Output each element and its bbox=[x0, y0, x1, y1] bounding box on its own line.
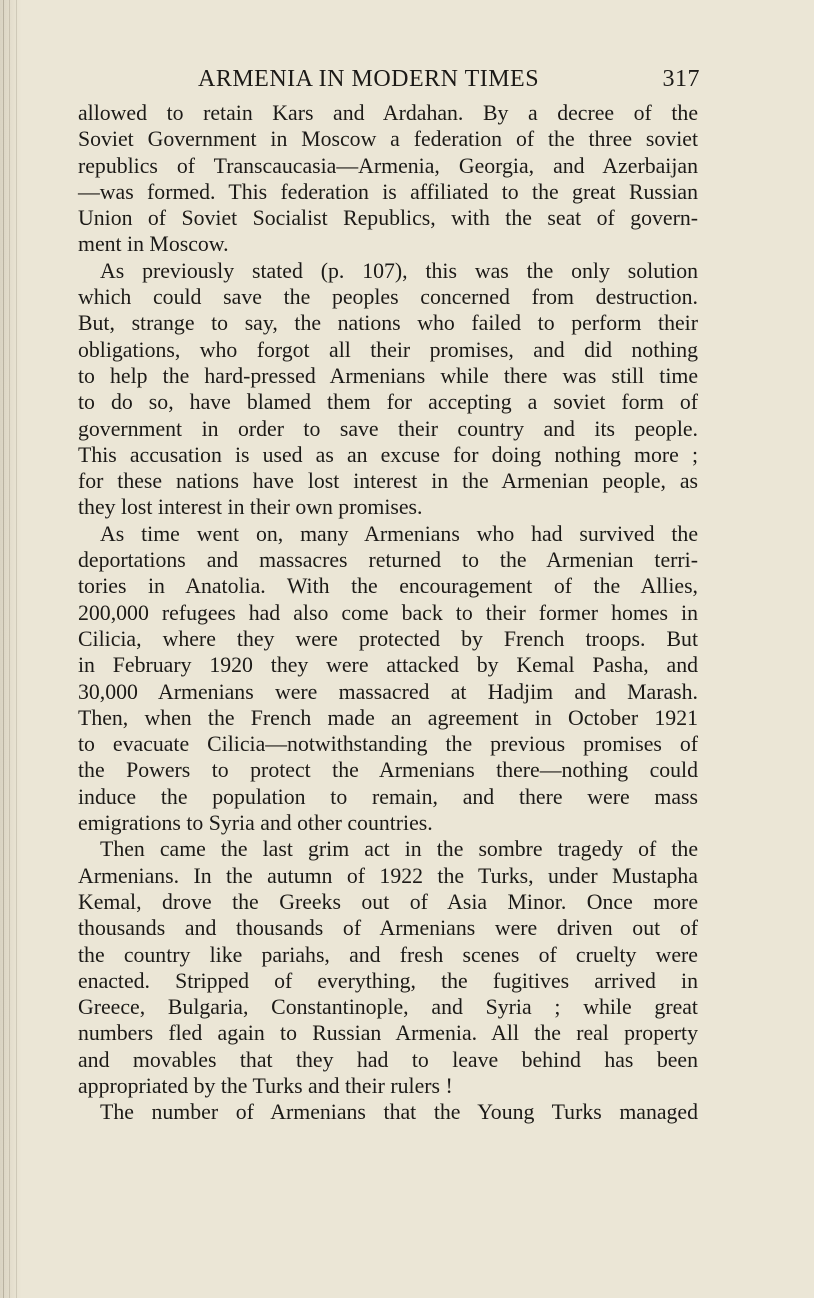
text-line: As time went on, many Armenians who had survived the bbox=[100, 521, 698, 546]
text-line: appropriated by the Turks and their rulers ! bbox=[78, 1073, 453, 1098]
text-line: to evacuate Cilicia—notwithstanding the previous promises of bbox=[78, 732, 698, 757]
text-line: Then came the last grim act in the sombre tragedy of the bbox=[100, 837, 698, 862]
text-line: they lost interest in their own promises. bbox=[78, 495, 423, 520]
text-line: —was formed. This federation is affiliated to the great Russian bbox=[78, 179, 698, 204]
text-line: which could save the peoples concerned from destruction. bbox=[78, 285, 698, 310]
text-line: thousands and thousands of Armenians were driven out of bbox=[78, 916, 698, 941]
text-line: Then, when the French made an agreement in October 1921 bbox=[78, 705, 698, 730]
text-line: Armenians. In the autumn of 1922 the Turks, under Mustapha bbox=[78, 863, 698, 888]
text-line: Kemal, drove the Greeks out of Asia Minor. Once more bbox=[78, 889, 698, 914]
text-line: ment in Moscow. bbox=[78, 232, 229, 257]
text-line: government in order to save their country and its people. bbox=[78, 416, 698, 441]
gutter-rule bbox=[3, 0, 4, 1298]
text-line: to help the hard-pressed Armenians while there was still time bbox=[78, 363, 698, 388]
text-line: Cilicia, where they were protected by French troops. But bbox=[78, 626, 698, 651]
text-line: As previously stated (p. 107), this was the only solution bbox=[100, 258, 698, 283]
page-number: 317 bbox=[662, 66, 700, 92]
text-line: tories in Anatolia. With the encouragement of the Allies, bbox=[78, 574, 698, 599]
text-line: emigrations to Syria and other countries. bbox=[78, 811, 433, 836]
text-line: Union of Soviet Socialist Republics, with the seat of govern- bbox=[78, 206, 698, 231]
text-line: Soviet Government in Moscow a federation of the three soviet bbox=[78, 127, 698, 152]
text-line: This accusation is used as an excuse for doing nothing more ; bbox=[78, 442, 698, 467]
text-line: But, strange to say, the nations who failed to perform their bbox=[78, 311, 698, 336]
text-line: 30,000 Armenians were massacred at Hadjim and Marash. bbox=[78, 679, 698, 704]
book-page bbox=[78, 60, 698, 1126]
text-line: 200,000 refugees had also come back to their former homes in bbox=[78, 600, 698, 625]
text-line: induce the population to remain, and there were mass bbox=[78, 784, 698, 809]
text-line: the country like pariahs, and fresh scenes of cruelty were bbox=[78, 942, 698, 967]
text-line: the Powers to protect the Armenians there—nothing could bbox=[78, 758, 698, 783]
running-title: ARMENIA IN MODERN TIMES bbox=[198, 66, 540, 92]
text-line: obligations, who forgot all their promises, and did nothing bbox=[78, 337, 698, 362]
text-line: Greece, Bulgaria, Constantinople, and Syria ; while great bbox=[78, 995, 698, 1020]
text-line: and movables that they had to leave behind has been bbox=[78, 1047, 698, 1072]
gutter-rule bbox=[16, 0, 17, 1298]
text-line: enacted. Stripped of everything, the fugitives arrived in bbox=[78, 968, 698, 993]
running-head bbox=[78, 60, 698, 100]
text-line: in February 1920 they were attacked by Kemal Pasha, and bbox=[78, 653, 698, 678]
text-line: allowed to retain Kars and Ardahan. By a decree of the bbox=[78, 101, 698, 125]
text-line: republics of Transcaucasia—Armenia, Georgia, and Azerbaijan bbox=[78, 153, 698, 178]
body-text bbox=[78, 100, 698, 1126]
text-line: numbers fled again to Russian Armenia. All the real property bbox=[78, 1021, 698, 1046]
text-line: deportations and massacres returned to the Armenian terri- bbox=[78, 548, 698, 573]
text-line: to do so, have blamed them for accepting a soviet form of bbox=[78, 390, 698, 415]
text-line: for these nations have lost interest in the Armenian people, as bbox=[78, 469, 698, 494]
gutter-rule bbox=[9, 0, 10, 1298]
text-line: The number of Armenians that the Young Turks managed bbox=[100, 1100, 698, 1125]
